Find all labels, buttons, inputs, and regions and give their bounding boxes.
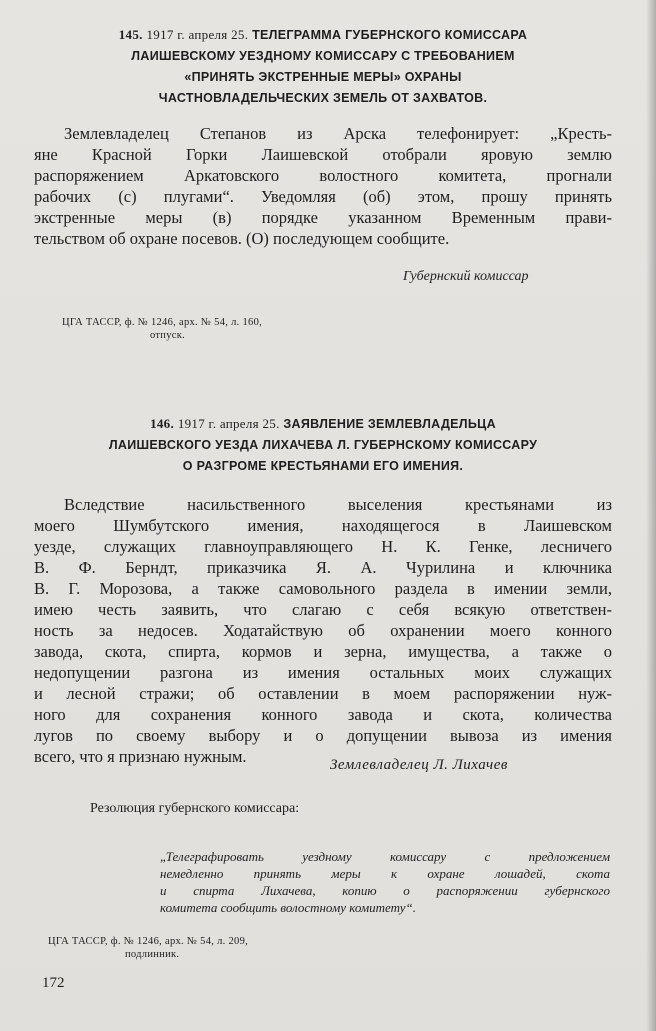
doc146-heading [40, 413, 606, 477]
doc146-number: 146. [150, 416, 175, 431]
doc146-body-line: Вследствие насильственного выселения крестьянами из [64, 495, 612, 514]
doc146-body-line: завода, скота, спирта, кормов и зерна, имущества, а также о [34, 642, 612, 661]
doc146-body-line: лугов по своему выбору и о допущении вывоза из имения [34, 726, 612, 745]
doc145-archive-ref: ЦГА ТАССР, ф. № 1246, арх. № 54, л. 160, [62, 317, 263, 328]
doc145-body-line: распоряжением Аркатовского волостного комитета, прогнали [34, 166, 612, 185]
doc146-resolution-line: „Телеграфировать уездному комиссару с предложением [160, 849, 610, 864]
doc146-body-line: В. Г. Морозова, а также самовольного раздела в имении земли, [34, 579, 612, 598]
doc146-body-line: и лесной стражи; об оставлении в моем распоряжении нуж- [34, 684, 612, 703]
doc145-heading [40, 24, 606, 109]
doc146-body-line: В. Ф. Берндт, приказчика Я. А. Чурилина и ключника [34, 558, 612, 577]
doc145-heading-line-1 [40, 24, 606, 46]
page-edge-shadow [646, 0, 656, 1031]
doc146-archive-note: подлинник. [125, 949, 180, 960]
doc145-title-line: ТЕЛЕГРАММА ГУБЕРНСКОГО КОМИССАРА [252, 28, 528, 42]
doc146-body-line: ного для сохранения конного завода и скота, количества [34, 705, 612, 724]
doc146-body-line: ность за недосев. Ходатайствую об охранении моего конного [34, 621, 612, 640]
doc146-archive-ref: ЦГА ТАССР, ф. № 1246, арх. № 54, л. 209, [48, 936, 249, 947]
doc145-archive-note: отпуск. [150, 330, 186, 341]
doc145-number: 145. [118, 27, 143, 42]
doc146-resolution-line: немедленно принять меры к охране лошадей, скота [160, 866, 610, 881]
doc146-body-line: уезде, служащих главноуправляющего Н. К. Генке, лесничего [34, 537, 612, 556]
doc145-body-line: экстренные меры (в) порядке указанном Временным прави- [34, 208, 612, 227]
doc146-heading-line-1 [40, 413, 606, 435]
doc146-resolution-line: и спирта Лихачева, копию о распоряжении губернского [160, 883, 610, 898]
doc145-body-line: яне Красной Горки Лаишевской отобрали яровую землю [34, 145, 612, 164]
doc146-title-line: О РАЗГРОМЕ КРЕСТЬЯНАМИ ЕГО ИМЕНИЯ. [182, 459, 464, 473]
doc146-resolution-line: комитета сообщить волостному комитету“. [160, 900, 416, 915]
doc146-signature: Землевладелец Л. Лихачев [330, 757, 508, 773]
doc145-title-line: ЧАСТНОВЛАДЕЛЬЧЕСКИХ ЗЕМЕЛЬ ОТ ЗАХВАТОВ. [158, 91, 488, 105]
page-number: 172 [42, 975, 65, 991]
doc145-body-line: Землевладелец Степанов из Арска телефонирует: „Кресть- [64, 124, 612, 143]
doc146-body-line: всего, что я признаю нужным. [34, 747, 247, 766]
doc146-body-line: моего Шумбутского имения, находящегося в Лаишевском [34, 516, 612, 535]
doc145-body-line: тельством об охране посевов. (О) последующем сообщите. [34, 229, 450, 248]
doc145-body-line: рабочих (с) плугами“. Уведомляя (об) этом, прошу принять [34, 187, 612, 206]
doc145-date: 1917 г. апреля 25. [146, 27, 249, 42]
doc146-body-line: недопущении разгона из имения остальных моих служащих [34, 663, 612, 682]
doc145-signature: Губернский комиссар [403, 269, 529, 284]
doc146-date: 1917 г. апреля 25. [177, 416, 280, 431]
doc145-title-line: ЛАИШЕВСКОМУ УЕЗДНОМУ КОМИССАРУ С ТРЕБОВАНИЕМ [131, 49, 515, 63]
doc146-title-line: ЛАИШЕВСКОГО УЕЗДА ЛИХАЧЕВА Л. ГУБЕРНСКОМУ КОМИССАРУ [108, 438, 538, 452]
doc146-body-line: имею честь заявить, что слагаю с себя всякую ответствен- [34, 600, 612, 619]
doc145-title-line: «ПРИНЯТЬ ЭКСТРЕННЫЕ МЕРЫ» ОХРАНЫ [184, 70, 462, 84]
doc146-title-line: ЗАЯВЛЕНИЕ ЗЕМЛЕВЛАДЕЛЬЦА [283, 417, 496, 431]
doc146-resolution-label: Резолюция губернского комиссара: [90, 801, 300, 816]
